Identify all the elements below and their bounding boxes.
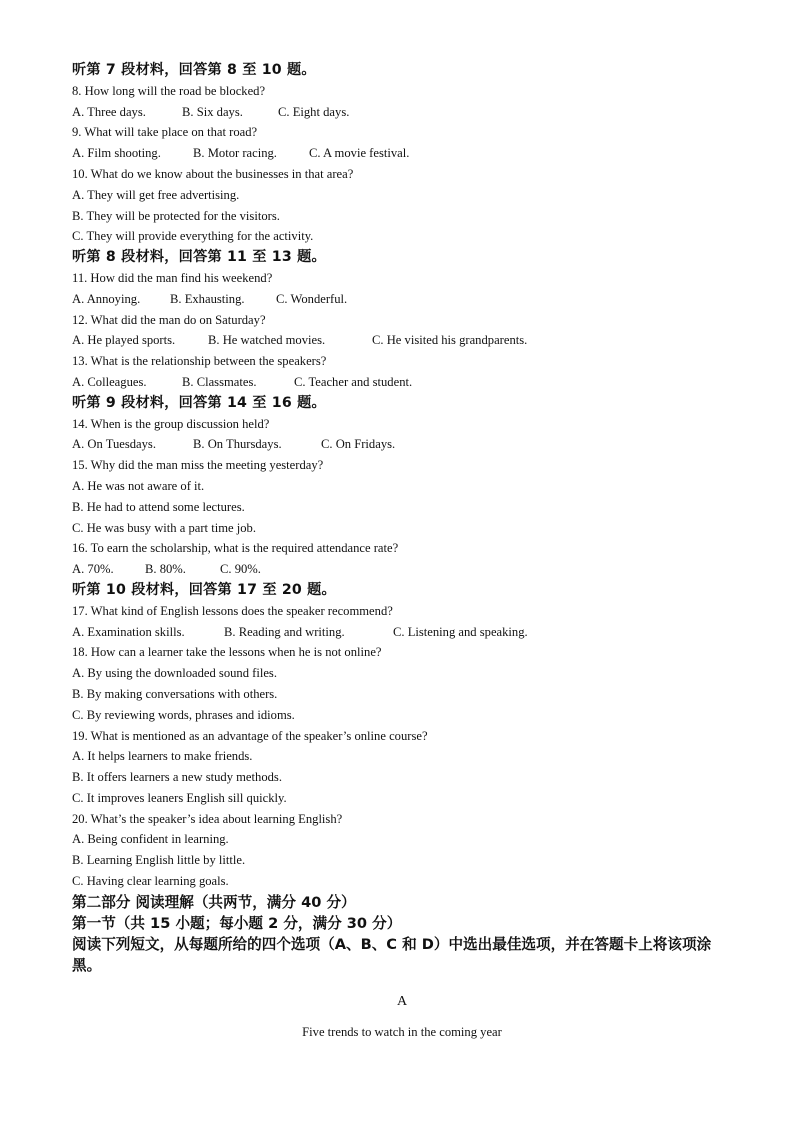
option-c: C. Teacher and student. bbox=[294, 374, 413, 389]
option-c: C. A movie festival. bbox=[309, 146, 410, 161]
question-11: 11. How did the man find his weekend? bbox=[72, 270, 273, 285]
options-row bbox=[72, 330, 732, 351]
option-b: B. Exhausting. bbox=[170, 291, 245, 306]
passage-title: Five trends to watch in the coming year bbox=[302, 1024, 502, 1039]
listening-section-9 bbox=[72, 393, 732, 580]
option-a: A. 70%. bbox=[72, 562, 114, 577]
part-title: 第二部分 阅读理解（共两节，满分 40 分） bbox=[72, 893, 356, 911]
option-b: B. By making conversations with others. bbox=[72, 686, 278, 701]
option-b: B. He had to attend some lectures. bbox=[72, 499, 245, 514]
option-a: A. He was not aware of it. bbox=[72, 478, 205, 493]
option-a: A. Examination skills. bbox=[72, 624, 185, 639]
options-row bbox=[72, 372, 732, 393]
option-c: C. He was busy with a part time job. bbox=[72, 520, 256, 535]
section-title: 第一节（共 15 小题；每小题 2 分，满分 30 分） bbox=[72, 914, 402, 932]
option-a: A. He played sports. bbox=[72, 333, 176, 348]
question-12: 12. What did the man do on Saturday? bbox=[72, 312, 266, 327]
question-13: 13. What is the relationship between the speakers? bbox=[72, 354, 327, 369]
section-heading: 听第 8 段材料，回答第 11 至 13 题。 bbox=[72, 249, 326, 266]
question-14: 14. When is the group discussion held? bbox=[72, 416, 270, 431]
option-a: A. They will get free advertising. bbox=[72, 187, 240, 202]
option-b: B. 80%. bbox=[145, 562, 186, 577]
listening-section-7 bbox=[72, 60, 732, 247]
option-b: B. It offers learners a new study methods. bbox=[72, 770, 282, 785]
listening-section-10 bbox=[72, 580, 732, 892]
question-15: 15. Why did the man miss the meeting yesterday? bbox=[72, 458, 324, 473]
section-heading: 听第 9 段材料，回答第 14 至 16 题。 bbox=[72, 394, 326, 411]
option-a: A. Colleagues. bbox=[72, 374, 147, 389]
question-9: 9. What will take place on that road? bbox=[72, 125, 258, 140]
reading-part bbox=[72, 892, 732, 1042]
option-a: A. Being confident in learning. bbox=[72, 832, 229, 847]
option-a: A. On Tuesdays. bbox=[72, 437, 156, 452]
option-c: C. Eight days. bbox=[278, 104, 350, 119]
option-c: C. Wonderful. bbox=[276, 291, 348, 306]
option-a: A. Film shooting. bbox=[72, 146, 161, 161]
option-c: C. They will provide everything for the activity. bbox=[72, 229, 314, 244]
question-17: 17. What kind of English lessons does the speaker recommend? bbox=[72, 603, 393, 618]
option-b: B. Learning English little by little. bbox=[72, 853, 246, 868]
option-b: B. On Thursdays. bbox=[193, 437, 282, 452]
section-heading: 听第 7 段材料，回答第 8 至 10 题。 bbox=[72, 62, 316, 78]
options-row bbox=[72, 143, 732, 164]
question-20: 20. What’s the speaker’s idea about learning English? bbox=[72, 811, 343, 826]
question-18: 18. How can a learner take the lessons when he is not online? bbox=[72, 645, 382, 660]
option-b: B. Classmates. bbox=[182, 374, 257, 389]
option-c: C. By reviewing words, phrases and idioms. bbox=[72, 707, 295, 722]
options-row bbox=[72, 289, 732, 310]
instructions: 阅读下列短文，从每题所给的四个选项（A、B、C 和 D）中选出最佳选项，并在答题卡上将该项涂黑。 bbox=[72, 935, 712, 974]
question-16: 16. To earn the scholarship, what is the required attendance rate? bbox=[72, 541, 399, 556]
option-b: B. Reading and writing. bbox=[224, 624, 345, 639]
listening-section-8 bbox=[72, 247, 732, 393]
option-c: C. It improves leaners English sill quickly. bbox=[72, 790, 287, 805]
option-b: B. Motor racing. bbox=[193, 146, 277, 161]
options-row bbox=[72, 559, 732, 580]
question-10: 10. What do we know about the businesses in that area? bbox=[72, 166, 354, 181]
question-8: 8. How long will the road be blocked? bbox=[72, 83, 266, 98]
options-row bbox=[72, 622, 732, 643]
passage-letter: A bbox=[396, 993, 408, 1009]
option-c: C. 90%. bbox=[220, 562, 261, 577]
section-heading: 听第 10 段材料，回答第 17 至 20 题。 bbox=[72, 581, 336, 598]
question-19: 19. What is mentioned as an advantage of the speaker’s online course? bbox=[72, 728, 428, 743]
option-a: A. Annoying. bbox=[72, 291, 141, 306]
option-c: C. Having clear learning goals. bbox=[72, 874, 229, 889]
option-c: C. On Fridays. bbox=[321, 437, 396, 452]
options-row bbox=[72, 102, 732, 123]
options-row bbox=[72, 434, 732, 455]
option-c: C. Listening and speaking. bbox=[393, 624, 528, 639]
option-a: A. It helps learners to make friends. bbox=[72, 749, 253, 764]
option-b: B. They will be protected for the visitors. bbox=[72, 208, 280, 223]
exam-page bbox=[72, 60, 732, 1042]
option-b: B. He watched movies. bbox=[208, 333, 326, 348]
option-b: B. Six days. bbox=[182, 104, 243, 119]
option-a: A. By using the downloaded sound files. bbox=[72, 666, 277, 681]
option-c: C. He visited his grandparents. bbox=[372, 333, 528, 348]
option-a: A. Three days. bbox=[72, 104, 146, 119]
